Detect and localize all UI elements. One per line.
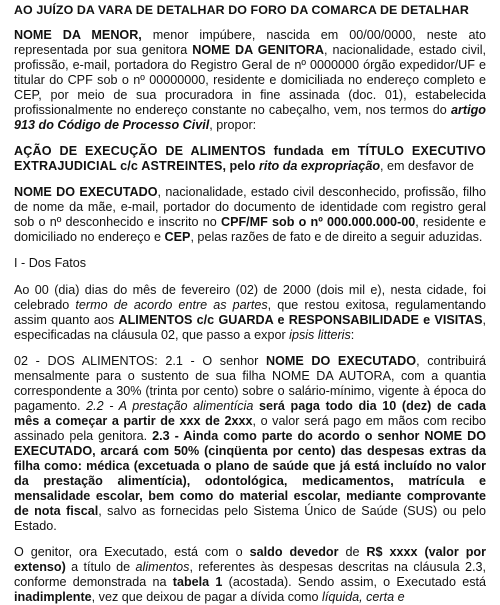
cpf-number: CPF/MF sob o nº 000.000.000-00 — [220, 215, 416, 229]
paragraph-debt: O genitor, ora Executado, está com o saldo devedor de R$ xxxx (valor por extenso) a título de alimentos, referentes às despesas descritas na cláusula 2.3, conforme demonstrada na tabela 1 (acostada). Sendo assim, o Executado está inadimplente, vez que deixou de pagar a dívida como líquida, certa e — [14, 545, 486, 604]
mother-name: NOME DA GENITORA — [192, 43, 324, 57]
document-header: AO JUÍZO DA VARA DE DETALHAR DO FORO DA COMARCA DE DETALHAR — [14, 3, 469, 17]
legal-article: artigo 913 do Código de Processo Civil — [14, 103, 486, 132]
rite: rito da expropriação — [258, 159, 381, 173]
paragraph-clause: 02 - DOS ALIMENTOS: 2.1 - O senhor NOME DO EXECUTADO, contribuirá mensalmente para o sustento de sua filha NOME DA AUTORA, com a quantia correspondente a 30% (trinta por cento) sobre o salário-mínimo, vigente à época do pagamento. 2.2 - A prestação alimentícia será paga todo dia 10 (dez) de cada mês a começar a partir de xxx de 2xxx, o valor será pago em mãos com recibo assinado pela genitora. 2.3 - Ainda como parte do acordo o senhor NOME DO EXECUTADO, arcará com 50% (cinqüenta por cento) das despesas extras da filha como: médica (excetuada o plano de saúde que já está incluído no valor da prestação alimentícia), odontológica, medicamentos, matrícula e mensalidade escolar, bem como do material escolar, mediante comprovante de nota fiscal, salvo as fornecidas pelo Sistema Único de Saúde (SUS) ou pelo Estado. — [14, 354, 486, 533]
paragraph-facts: Ao 00 (dia) dias do mês de fevereiro (02) de 2000 (dois mil e), nesta cidade, foi celebrado termo de acordo entre as partes, que restou exitosa, regulamentando assim quanto aos ALIMENTOS c/c GUARDA e RESPONSABILIDADE e VISITAS, especificadas na cláusula 02, que passo a expor ipsis litteris: — [14, 283, 487, 342]
paragraph-defendant: NOME DO EXECUTADO, nacionalidade, estado civil desconhecido, profissão, filho de nome da mãe, e-mail, portador do documento de identidade com registro geral sob o nº desconhecido e inscrito no CPF/MF sob o nº 000.000.000-00, residente e domiciliado no endereço e CEP, pelas razões de fato e de direito a seguir aduzidas. — [14, 185, 487, 244]
paragraph-qualification: NOME DA MENOR, menor impúbere, nascida em 00/00/0000, neste ato representada por sua genitora NOME DA GENITORA, nacionalidade, estado civil, profissão, e-mail, portadora do Registro Geral de nº 0000000 órgão expedidor/UF e titular do CPF sob o nº 00000000, residente e domiciliada no endereço completo e CEP, por meio de sua procuradora in fine assinada (doc. 01), estabelecida profissionalmente no endereço constante no cabeçalho, vem, nos termos do artigo 913 do Código de Processo Civil, propor: — [14, 28, 486, 132]
action-title: AÇÃO DE EXECUÇÃO DE ALIMENTOS fundada em TÍTULO EXECUTIVO EXTRAJUDICIAL c/c ASTREINTES — [14, 144, 486, 173]
minor-name: NOME DA MENOR, — [14, 28, 142, 42]
agreement-subjects: ALIMENTOS c/c GUARDA e RESPONSABILIDADE e VISITAS — [118, 313, 483, 327]
executed-name: NOME DO EXECUTADO — [14, 185, 158, 199]
paragraph-action: AÇÃO DE EXECUÇÃO DE ALIMENTOS fundada em TÍTULO EXECUTIVO EXTRAJUDICIAL c/c ASTREINTES, pelo rito da expropriação, em desfavor de — [14, 144, 486, 173]
section-title: I - Dos Fatos — [14, 256, 87, 270]
document-page — [0, 3, 500, 605]
